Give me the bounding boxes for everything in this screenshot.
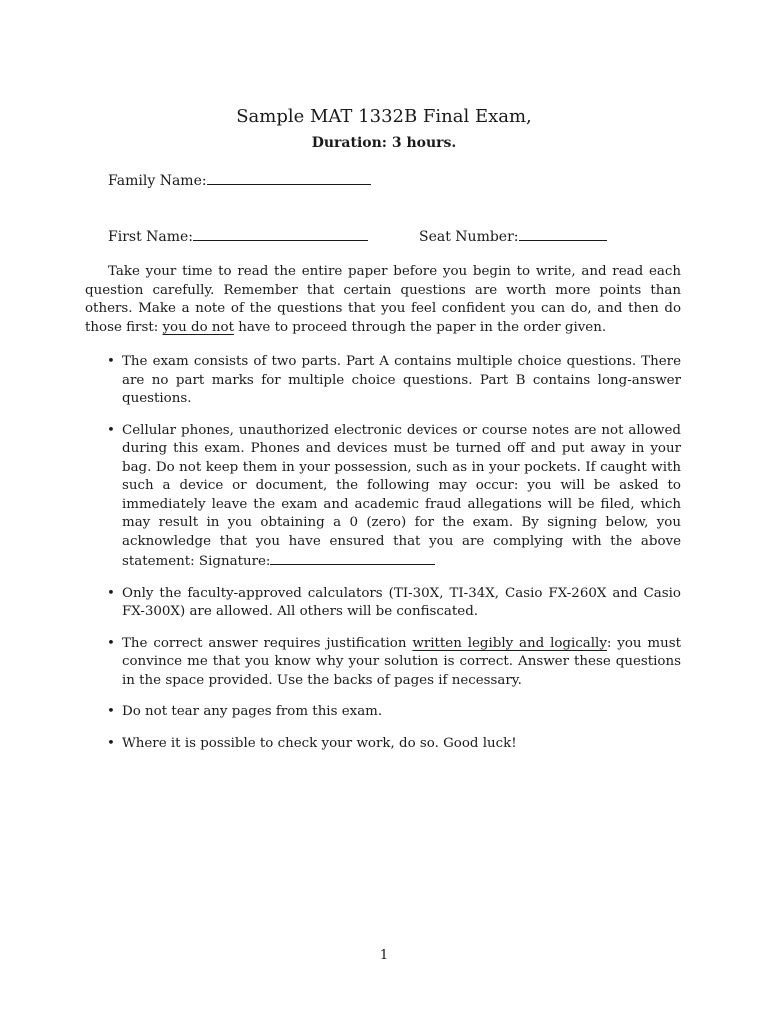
- signature-line[interactable]: [270, 551, 435, 565]
- rule-item-calculators: [100, 585, 681, 622]
- family-name-line[interactable]: [207, 170, 371, 185]
- rule-text-before: The correct answer requires justification: [122, 635, 413, 651]
- rule-item-no-tearing: [100, 703, 681, 722]
- family-name-field[interactable]: [108, 170, 371, 190]
- bullet-icon: •: [107, 585, 115, 601]
- rule-item-exam-parts: [100, 353, 681, 409]
- first-name-label: First Name:: [108, 229, 194, 245]
- rule-text: Where it is possible to check your work, do so. Good luck!: [122, 735, 517, 751]
- intro-text-before: Take your time to read the entire paper before you begin to write, and read each question carefully. Remember that certain questions are worth more points than others. Make a note of the questions that you feel confident you can do, and then do those first:: [85, 264, 681, 335]
- instructions-paragraph: [85, 263, 681, 337]
- rule-item-devices: [100, 422, 681, 572]
- seat-number-line[interactable]: [519, 226, 607, 241]
- intro-underlined-text: you do not: [162, 319, 234, 335]
- seat-number-label: Seat Number:: [419, 229, 519, 245]
- rule-text-after: : you must convince me that you know why your solution is correct. Answer these questions in the space provided. Use the backs of pages if necessary.: [122, 635, 681, 688]
- first-name-field[interactable]: [108, 226, 368, 246]
- first-name-line[interactable]: [193, 226, 368, 241]
- rule-item-check-work: [100, 735, 681, 754]
- intro-text-after: have to proceed through the paper in the order given.: [233, 319, 607, 335]
- bullet-icon: •: [107, 422, 115, 438]
- exam-duration: Duration: 3 hours.: [311, 135, 457, 151]
- rule-item-justification: [100, 635, 681, 691]
- family-name-label: Family Name:: [108, 173, 207, 189]
- bullet-icon: •: [107, 704, 115, 719]
- rule-text: Only the faculty-approved calculators (TI-30X, TI-34X, Casio FX-260X and Casio FX-300X) are allowed. All others will be confiscated.: [122, 585, 681, 619]
- bullet-icon: •: [107, 354, 115, 369]
- exam-title: Sample MAT 1332B Final Exam,: [236, 106, 532, 127]
- rule-text: Cellular phones, unauthorized electronic devices or course notes are not allowed during this exam. Phones and devices must be turned off and put away in your bag. Do not keep them in your possession, such as in your pockets. If caught with such a device or document, the following may occur: you will be asked to immediately leave the exam and academic fraud allegations will be filed, which may result in you obtaining a 0 (zero) for the exam. By signing below, you acknowledge that you have ensured that you are complying with the above statement: Signature:: [122, 422, 681, 569]
- rules-list: [100, 353, 681, 766]
- rule-text: The exam consists of two parts. Part A contains multiple choice questions. There are no part marks for multiple choice questions. Part B contains long-answer questions.: [122, 354, 681, 406]
- bullet-icon: •: [107, 635, 115, 651]
- bullet-icon: •: [107, 735, 115, 751]
- rule-underlined-text: written legibly and logically: [412, 635, 607, 651]
- rule-text: Do not tear any pages from this exam.: [122, 704, 383, 719]
- seat-number-field[interactable]: [419, 226, 607, 246]
- page-number: 1: [379, 948, 389, 963]
